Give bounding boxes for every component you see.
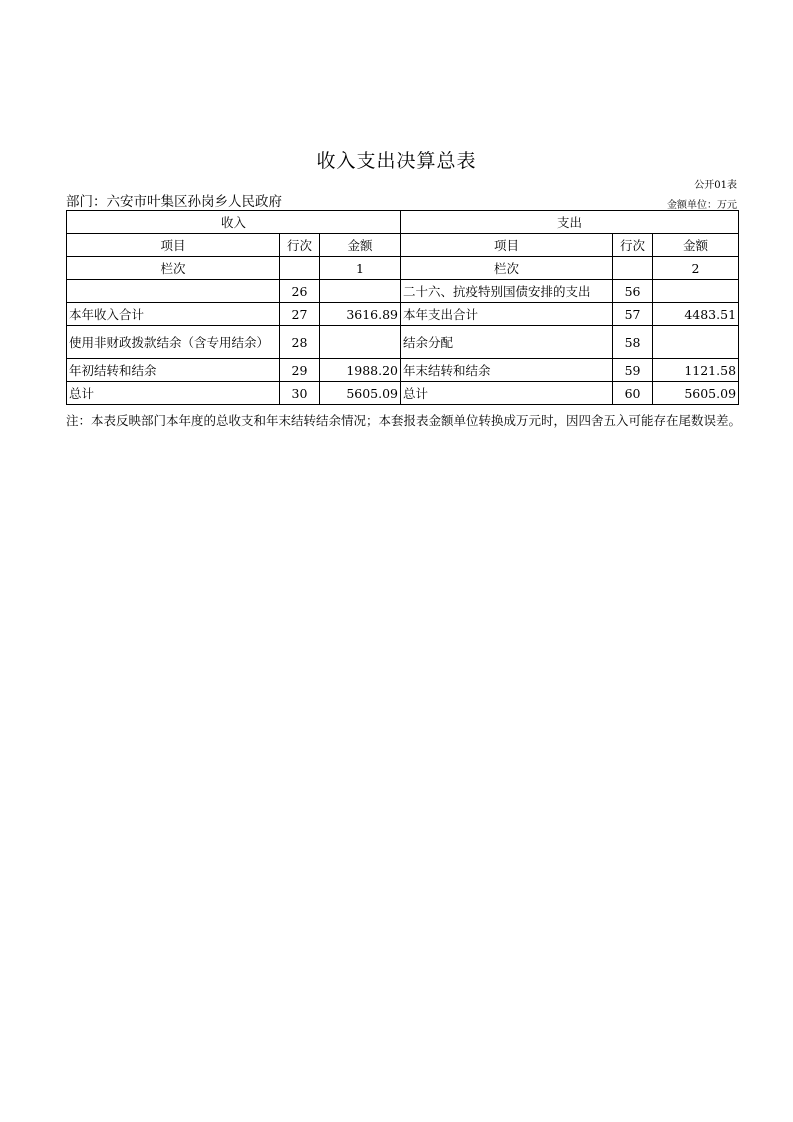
income-amount: 3616.89: [320, 303, 401, 326]
expense-amount: [653, 280, 739, 303]
expense-line-no: 56: [613, 280, 653, 303]
income-line-no: 27: [280, 303, 320, 326]
income-amount: 5605.09: [320, 382, 401, 405]
expense-section-header: 支出: [401, 211, 739, 234]
empty-cell: [613, 257, 653, 280]
empty-cell: [280, 257, 320, 280]
income-line-header: 行次: [280, 234, 320, 257]
income-expense-table: [66, 210, 739, 405]
expense-item: 总计: [401, 382, 613, 405]
expense-line-no: 57: [613, 303, 653, 326]
department-label: 部门：六安市叶集区孙岗乡人民政府: [66, 194, 282, 210]
expense-amount: 1121.58: [653, 359, 739, 382]
column-header-row: [67, 234, 739, 257]
expense-item-header: 项目: [401, 234, 613, 257]
income-item: [67, 280, 280, 303]
expense-amount-header: 金额: [653, 234, 739, 257]
form-code: 公开01表: [694, 180, 737, 191]
amount-unit-label: 金额单位：万元: [667, 200, 737, 211]
column-number-row: [67, 257, 739, 280]
income-section-header: 收入: [67, 211, 401, 234]
income-line-no: 29: [280, 359, 320, 382]
expense-item: 结余分配: [401, 326, 613, 359]
footnote: 注：本表反映部门本年度的总收支和年末结转结余情况；本套报表金额单位转换成万元时，因四舍五入可能存在尾数误差。: [66, 413, 742, 428]
income-item: 总计: [67, 382, 280, 405]
page-title: 收入支出决算总表: [316, 150, 477, 172]
section-header-row: [67, 211, 739, 234]
expense-line-no: 60: [613, 382, 653, 405]
income-amount: [320, 326, 401, 359]
income-line-no: 30: [280, 382, 320, 405]
expense-amount: 4483.51: [653, 303, 739, 326]
expense-amount: [653, 326, 739, 359]
income-line-no: 28: [280, 326, 320, 359]
income-item-header: 项目: [67, 234, 280, 257]
expense-amount: 5605.09: [653, 382, 739, 405]
table-row: [67, 303, 739, 326]
expense-line-no: 59: [613, 359, 653, 382]
expense-item: 年末结转和结余: [401, 359, 613, 382]
income-amount: [320, 280, 401, 303]
income-amount: 1988.20: [320, 359, 401, 382]
expense-column-number: 2: [653, 257, 739, 280]
expense-line-no: 58: [613, 326, 653, 359]
income-item: 本年收入合计: [67, 303, 280, 326]
income-line-no: 26: [280, 280, 320, 303]
income-amount-header: 金额: [320, 234, 401, 257]
table-row: [67, 326, 739, 359]
expense-line-header: 行次: [613, 234, 653, 257]
income-column-label: 栏次: [67, 257, 280, 280]
income-column-number: 1: [320, 257, 401, 280]
income-item: 年初结转和结余: [67, 359, 280, 382]
expense-item: 本年支出合计: [401, 303, 613, 326]
expense-column-label: 栏次: [401, 257, 613, 280]
table-row: [67, 280, 739, 303]
table-row: [67, 359, 739, 382]
table-row: [67, 382, 739, 405]
income-item: 使用非财政拨款结余（含专用结余）: [67, 326, 280, 359]
expense-item: 二十六、抗疫特别国债安排的支出: [401, 280, 613, 303]
